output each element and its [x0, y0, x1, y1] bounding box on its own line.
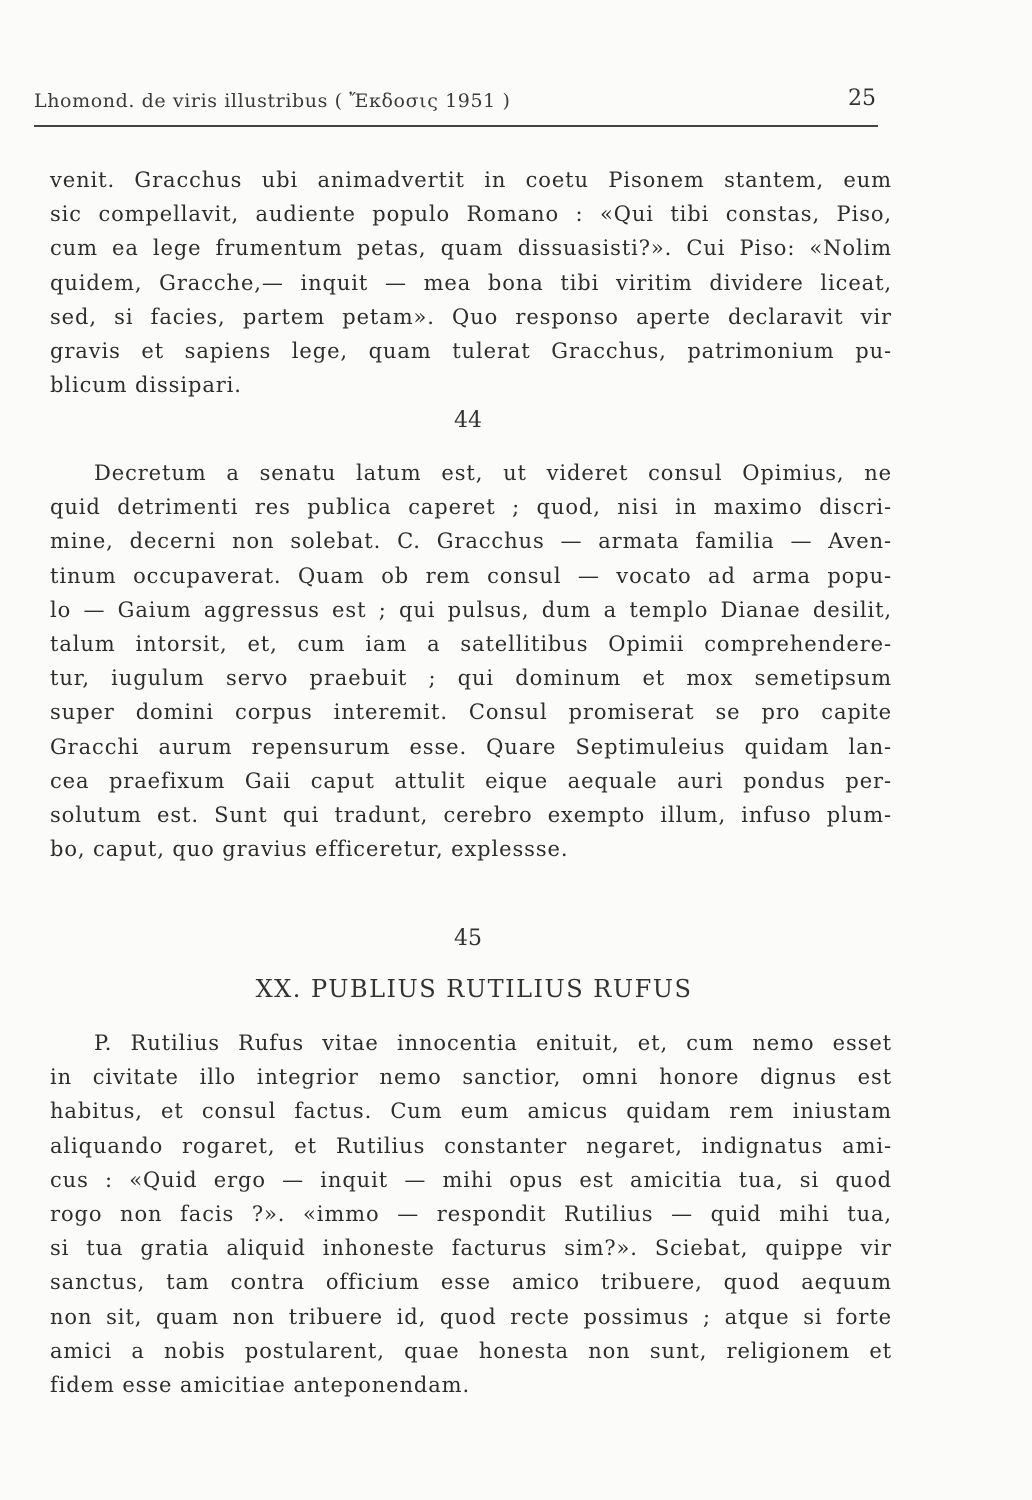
text-line: sanctus, tam contra officium esse amico tribuere, quod aequum: [50, 1270, 892, 1295]
text-line: aliquando rogaret, et Rutilius constanter negaret, indignatus ami-: [50, 1133, 892, 1158]
text-line: in civitate illo integrior nemo sanctior, omni honore dignus est: [50, 1065, 892, 1090]
header-rule: [34, 125, 878, 127]
text-line: venit. Gracchus ubi animadvertit in coetu Pisonem stantem, eum: [50, 168, 892, 192]
text-line: cea praefixum Gaii caput attulit eique aequale auri pondus per-: [50, 768, 892, 793]
text-line: habitus, et consul factus. Cum eum amicus quidam rem iniustam: [50, 1099, 892, 1124]
paragraph-3: [50, 1026, 892, 1402]
text-line: super domini corpus interemit. Consul promiserat se pro capite: [50, 700, 892, 725]
text-line: blicum dissipari.: [50, 373, 242, 398]
text-line: fidem esse amicitiae anteponendam.: [50, 1373, 471, 1398]
text-line: tinum occupaverat. Quam ob rem consul — vocato ad arma popu-: [50, 563, 892, 588]
text-line: bo, caput, quo gravius efficeretur, explessse.: [50, 837, 569, 862]
text-line: quid detrimenti res publica caperet ; quod, nisi in maximo discri-: [50, 495, 892, 520]
text-line: quidem, Gracche,— inquit — mea bona tibi viritim dividere liceat,: [50, 270, 892, 295]
text-line: mine, decerni non solebat. C. Gracchus — armata familia — Aven-: [50, 529, 892, 554]
text-line: P. Rutilius Rufus vitae innocentia enituit, et, cum nemo esset: [94, 1031, 892, 1055]
page-header: [34, 86, 876, 126]
text-line: cus : «Quid ergo — inquit — mihi opus est amicitia tua, si quod: [50, 1167, 892, 1192]
text-line: sic compellavit, audiente populo Romano : «Qui tibi constas, Piso,: [50, 202, 892, 227]
text-line: Gracchi aurum repensurum esse. Quare Septimuleius quidam lan-: [50, 734, 892, 759]
text-line: non sit, quam non tribuere id, quod recte possimus ; atque si forte: [50, 1304, 892, 1329]
text-line: si tua gratia aliquid inhoneste facturus sim?». Sciebat, quippe vir: [50, 1236, 892, 1261]
text-line: rogo non facis ?». «immo — respondit Rutilius — quid mihi tua,: [50, 1202, 892, 1227]
page-number: 25: [848, 86, 876, 111]
text-line: cum ea lege frumentum petas, quam dissuasisti?». Cui Piso: «Nolim: [50, 236, 892, 261]
paragraph-1: [50, 163, 892, 402]
text-line: amici a nobis postularent, quae honesta non sunt, religionem et: [50, 1338, 892, 1363]
text-line: talum intorsit, et, cum iam a satellitibus Opimii comprehendere-: [50, 632, 892, 657]
running-title: Lhomond. de viris illustribus ( Ἔκδοσις 1951 ): [34, 90, 511, 112]
text-line: Decretum a senatu latum est, ut videret consul Opimius, ne: [94, 461, 892, 485]
text-line: sed, si facies, partem petam». Quo responso aperte declaravit vir: [50, 304, 892, 329]
section-number-44: 44: [454, 408, 482, 433]
text-line: lo — Gaium aggressus est ; qui pulsus, dum a templo Dianae desilit,: [50, 597, 892, 622]
text-line: gravis et sapiens lege, quam tulerat Gracchus, patrimonium pu-: [50, 339, 892, 364]
text-line: solutum est. Sunt qui tradunt, cerebro exempto illum, infuso plum-: [50, 803, 892, 828]
chapter-title: XX. PUBLIUS RUTILIUS RUFUS: [255, 975, 693, 1003]
text-line: tur, iugulum servo praebuit ; qui dominum et mox semetipsum: [50, 666, 892, 691]
paragraph-2: [50, 456, 892, 866]
section-number-45: 45: [454, 926, 482, 951]
